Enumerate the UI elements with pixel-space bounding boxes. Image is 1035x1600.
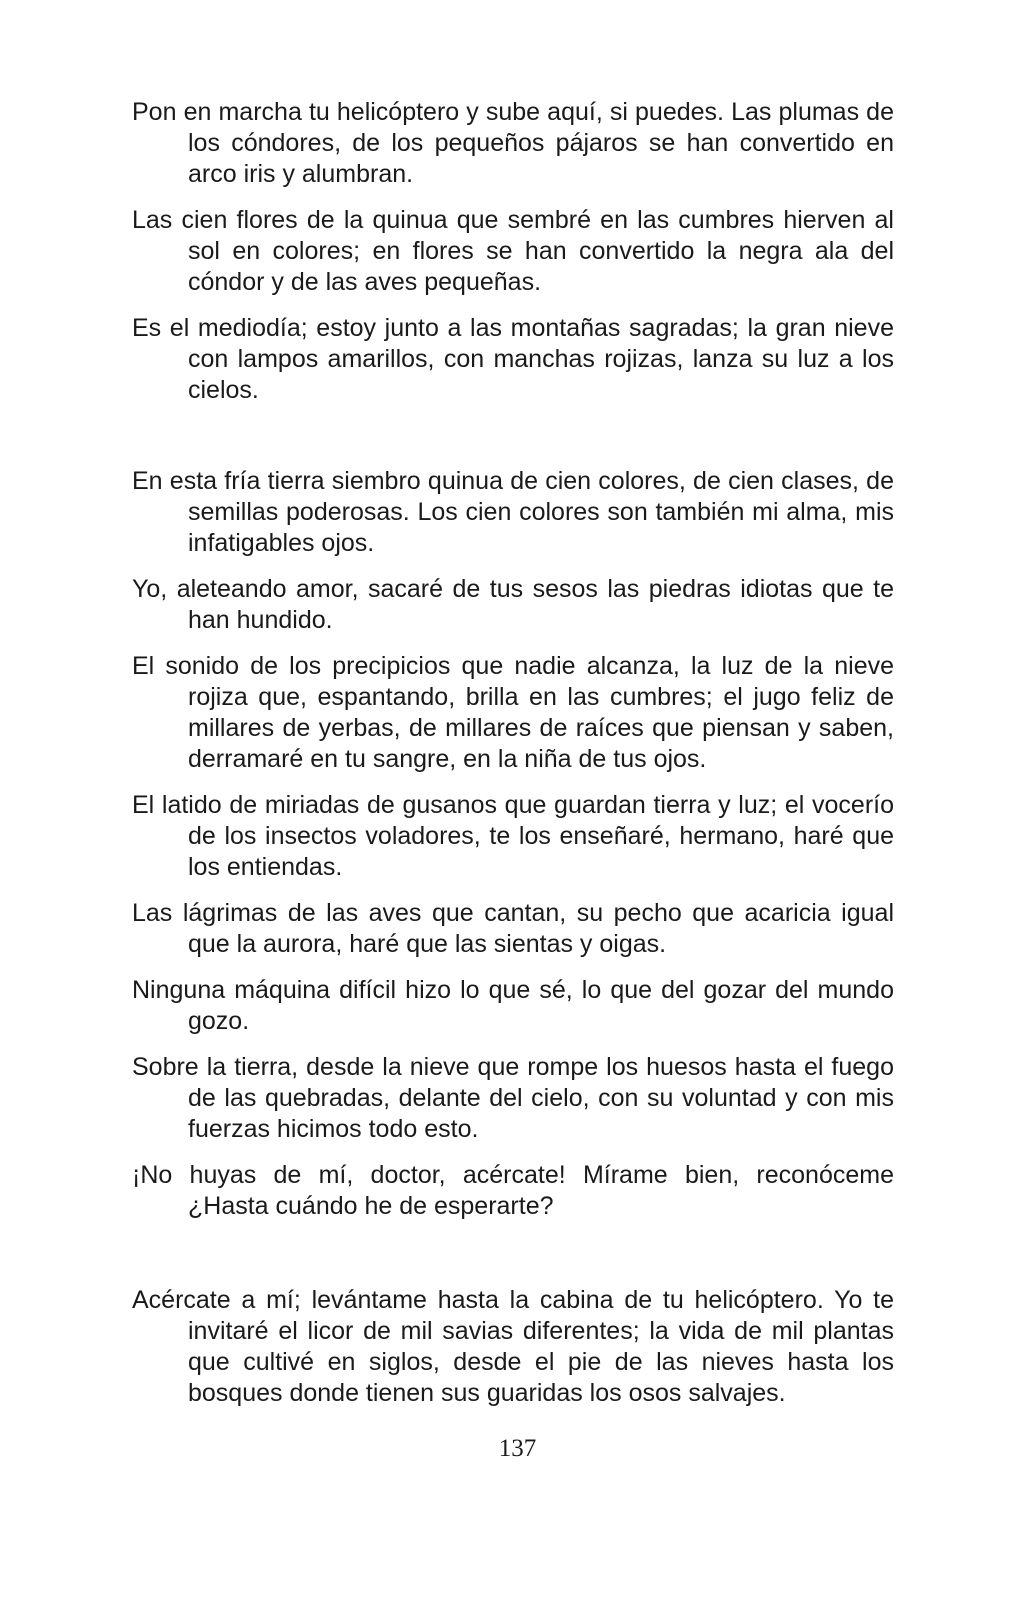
paragraph: ¡No huyas de mí, doctor, acércate! Mírame bien, reconóceme ¿Hasta cuándo he de esperarte? [132, 1161, 894, 1220]
paragraph: Pon en marcha tu helicóptero y sube aquí, si puedes. Las plumas de los cóndores, de los pequeños pájaros se han convertido en arco iris y alumbran. [132, 98, 894, 188]
paragraph: Las cien flores de la quinua que sembré en las cumbres hierven al sol en colores; en flores se han convertido la negra ala del cóndor y de las aves pequeñas. [132, 206, 894, 296]
paragraph: El latido de miriadas de gusanos que guardan tierra y luz; el vocerío de los insectos voladores, te los enseñaré, hermano, haré que los entiendas. [132, 791, 894, 881]
paragraph: Ninguna máquina difícil hizo lo que sé, lo que del gozar del mundo gozo. [132, 976, 894, 1035]
section-break [132, 1237, 894, 1285]
paragraph: El sonido de los precipicios que nadie alcanza, la luz de la nieve rojiza que, espantando, brilla en las cumbres; el jugo feliz de millares de yerbas, de millares de raíces que piensan y saben, derramaré en tu sangre, en la niña de tus ojos. [132, 652, 894, 773]
page-body [132, 97, 894, 1424]
paragraph: Acércate a mí; levántame hasta la cabina de tu helicóptero. Yo te invitaré el licor de mil savias diferentes; la vida de mil plantas que cultivé en siglos, desde el pie de las nieves hasta los bosques donde tienen sus guaridas los osos salvajes. [132, 1286, 894, 1407]
section-break [132, 421, 894, 466]
paragraph: Yo, aleteando amor, sacaré de tus sesos las piedras idiotas que te han hundido. [132, 575, 894, 634]
paragraph: En esta fría tierra siembro quinua de cien colores, de cien clases, de semillas poderosas. Los cien colores son también mi alma, mis infatigables ojos. [132, 467, 894, 557]
page-number: 137 [498, 1435, 537, 1462]
paragraph: Las lágrimas de las aves que cantan, su pecho que acaricia igual que la aurora, haré que las sientas y oigas. [132, 899, 894, 958]
paragraph: Sobre la tierra, desde la nieve que rompe los huesos hasta el fuego de las quebradas, delante del cielo, con su voluntad y con mis fuerzas hicimos todo esto. [132, 1053, 894, 1143]
paragraph: Es el mediodía; estoy junto a las montañas sagradas; la gran nieve con lampos amarillos, con manchas rojizas, lanza su luz a los cielos. [132, 314, 894, 404]
